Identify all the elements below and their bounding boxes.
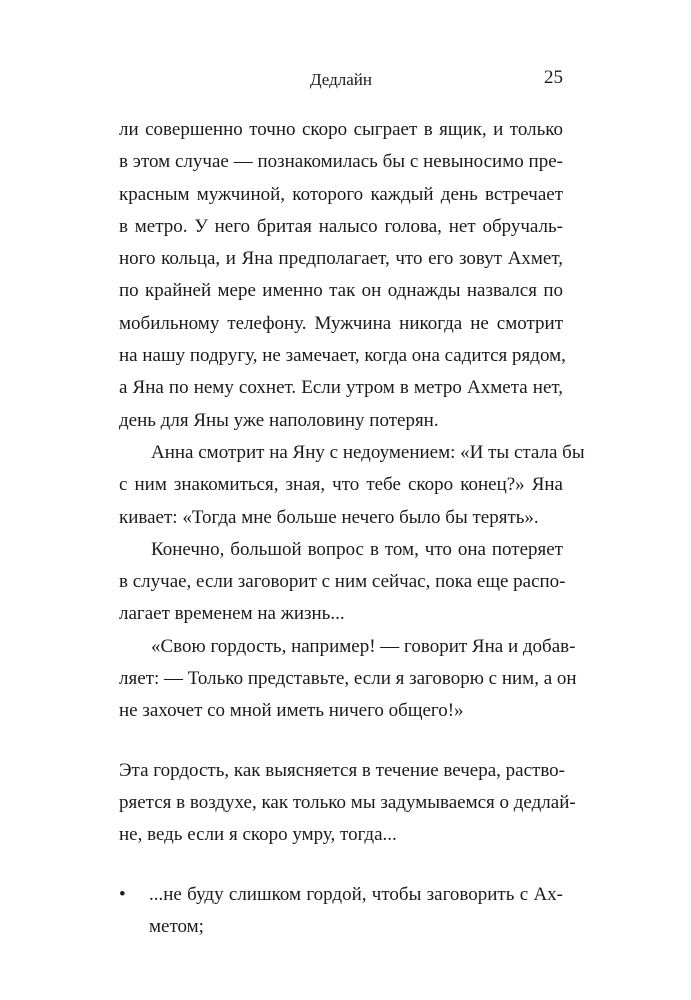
text-line: ли совершенно точно скоро сыграет в ящик, и только: [119, 119, 563, 140]
paragraph: [119, 534, 566, 631]
section-gap: [119, 852, 563, 879]
text-line: не, ведь если я скоро умру, тогда...: [119, 824, 397, 846]
text-line: в случае, если заговорит с ним сейчас, пока еще распо-: [119, 571, 566, 593]
text-line: ного кольца, и Яна предполагает, что его зовут Ахмет,: [119, 248, 563, 270]
text-line: в метро. У него бритая налысо голова, нет обручаль-: [119, 215, 563, 237]
text-line: ляет: — Только представьте, если я заговорю с ним, а он: [119, 668, 577, 690]
text-line: лагает временем на жизнь...: [119, 603, 345, 625]
text-line: не захочет со мной иметь ничего общего!»: [119, 700, 464, 722]
text-line: Эта гордость, как выясняется в течение вечера, раство-: [119, 759, 566, 781]
paragraph: [119, 631, 577, 728]
text-line: Конечно, большой вопрос в том, что она потеряет: [151, 538, 563, 560]
page-number: 25: [544, 67, 563, 88]
paragraph: [119, 755, 576, 852]
text-line: в этом случае — познакомилась бы с невыносимо пре-: [119, 151, 563, 173]
text-line: «Свою гордость, например! — говорит Яна и добав-: [151, 635, 576, 657]
text-line: с ним знакомиться, зная, что тебе скоро конец?» Яна: [119, 474, 563, 496]
text-line: день для Яны уже наполовину потерян.: [119, 409, 439, 431]
section-gap: [119, 728, 563, 755]
text-line: ряется в воздухе, как только мы задумываемся о дедлай-: [119, 791, 576, 813]
body-text: [119, 114, 585, 943]
text-line: а Яна по нему сохнет. Если утром в метро Ахмета нет,: [119, 377, 563, 399]
text-line: красным мужчиной, которого каждый день встречает: [119, 183, 563, 205]
bullet-marker: •: [119, 883, 126, 905]
paragraph: [119, 437, 585, 534]
paragraph: [119, 114, 566, 437]
bullet-list-item: [119, 879, 563, 944]
text-line: мобильному телефону. Мужчина никогда не смотрит: [119, 312, 563, 334]
text-line: кивает: «Тогда мне больше нечего было бы терять».: [119, 506, 539, 528]
text-line: по крайней мере именно так он однажды назвался по: [119, 280, 563, 302]
running-head: [119, 67, 563, 94]
text-line: на нашу подругу, не замечает, когда она садится рядом,: [119, 345, 566, 367]
running-title: Дедлайн: [310, 70, 372, 89]
text-line: ...не буду слишком гордой, чтобы заговорить с Ах-: [149, 883, 563, 905]
text-line: Анна смотрит на Яну с недоумением: «И ты стала бы: [151, 441, 585, 463]
text-line: метом;: [149, 915, 204, 937]
